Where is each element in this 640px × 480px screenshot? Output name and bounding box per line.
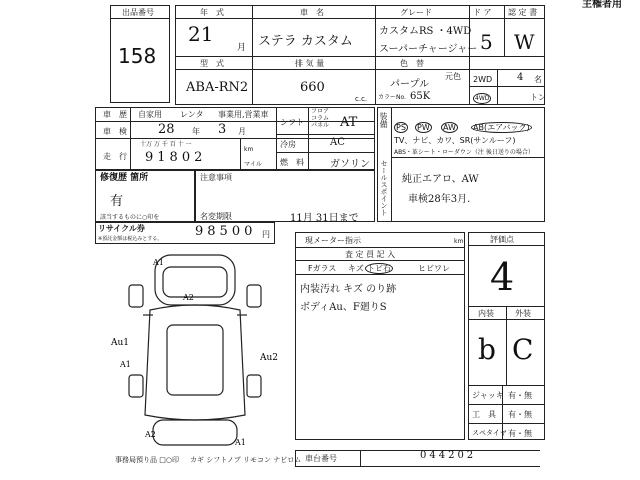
notes-date: 11月 31日まで	[290, 213, 359, 224]
fuel-value: ガソリン	[330, 159, 370, 170]
tools-value: 有・無	[508, 410, 532, 419]
mile-label: マイル	[244, 161, 262, 168]
usage-business: 事業用,営業車	[218, 110, 269, 119]
usage-rental: レンタ	[180, 110, 204, 119]
condition-comment-2: ボディAu、F廻りS	[300, 302, 387, 313]
interior-label: 内装	[478, 309, 494, 318]
grade-label: グレード	[400, 8, 432, 17]
inspector-label: 査 定 員 記 入	[345, 250, 396, 259]
mileage-label: 走 行	[103, 152, 127, 161]
chassis-label: 車台番号	[305, 454, 337, 463]
circle-note: 該当するものに○印を	[100, 214, 160, 221]
mark-a1-bottom: A1	[235, 438, 246, 447]
cc-unit: c.c.	[355, 95, 368, 103]
lot-label: 出品番号	[122, 8, 154, 17]
equip-line-3: ABS・革シート・ローダウン（注 後日送りの場合）	[394, 149, 534, 156]
mark-a1-left: A1	[120, 360, 131, 369]
color-code: 65K	[410, 91, 431, 102]
equipment-label: 装備	[379, 112, 388, 128]
shift-options: フロア コラム パネル	[311, 108, 330, 129]
equipment-label-2: セールスポイント	[380, 160, 388, 216]
spare-label: スペタイヤ	[472, 429, 507, 437]
jack-label: ジャッキ	[472, 391, 504, 400]
model-label: 型 式	[200, 59, 224, 68]
evaluation-score: 4	[490, 255, 515, 299]
cert-value: W	[514, 30, 535, 54]
repair-label: 修復歴 箇所	[100, 173, 149, 183]
header-right-title: 主権者用	[582, 0, 622, 10]
grade-line-1: カスタムRS ・4WD	[379, 26, 472, 37]
inspection-label: 車 検	[103, 127, 127, 136]
seats-label: 2WD	[473, 75, 493, 84]
usage-label: 車 歴	[103, 110, 127, 119]
meter-label: 現メーター指示	[305, 236, 361, 245]
displacement-label: 排 気 量	[295, 59, 325, 68]
glass-label: Fガラス	[308, 264, 337, 273]
equip-line-2: TV、ナビ、カワ、SR(サンルーフ)	[394, 136, 516, 145]
year-value: 21	[188, 22, 214, 46]
color-label: 色 替	[400, 59, 424, 68]
spare-value: 有・無	[508, 429, 532, 438]
door-value: 5	[480, 30, 493, 54]
mark-au2: Au2	[260, 353, 279, 363]
tools-label: 工 具	[472, 410, 496, 419]
sales-point-2: 車検28年3月.	[408, 194, 471, 205]
recycle-note: ※預託金額は税込みとする。	[98, 236, 163, 242]
year-label: 年 式	[200, 8, 224, 17]
condition-comment-1: 内装汚れ キズ のり跡	[300, 284, 397, 295]
mark-au1: Au1	[111, 338, 130, 348]
mileage-value: 91802	[145, 150, 207, 165]
notes-label-2: 名変期限	[200, 212, 232, 221]
ac-label: 冷房	[280, 140, 296, 149]
color-code-prefix: カラーNo.	[378, 94, 406, 101]
glass-opt-1: キズ	[348, 264, 364, 273]
notes-label: 注意事項	[200, 173, 232, 182]
jack-value: 有・無	[508, 391, 532, 400]
shift-value: AT	[340, 115, 358, 130]
mileage-units: 十万 万 千 百 十 一	[140, 141, 192, 148]
inspection-year-unit: 年	[192, 127, 200, 136]
grade-line-2: スーパーチャージャー	[379, 44, 478, 55]
equip-ps: PS	[396, 123, 406, 132]
interior-grade: b	[478, 333, 496, 366]
car-name-value: ステラ カスタム	[258, 34, 353, 49]
usage-private: 自家用	[138, 110, 162, 119]
glass-selected: トビ石	[367, 264, 391, 273]
exterior-label: 外装	[515, 309, 531, 318]
evaluation-label: 評価点	[490, 235, 514, 244]
ac-value: AC	[330, 137, 345, 148]
mark-a1-top: A1	[153, 258, 164, 267]
seats-value: 4	[517, 72, 524, 83]
model-code: ABA-RN2	[186, 80, 249, 95]
color-value: パープル	[390, 79, 430, 90]
chassis-number: 044202	[420, 450, 477, 461]
equip-aw: AW	[443, 123, 456, 132]
recycle-label: リサイクル券	[98, 224, 145, 233]
keys-label: 事務局預り品 □○印	[115, 456, 179, 464]
recycle-value: 98500	[195, 224, 257, 239]
equip-pw: PW	[417, 123, 430, 132]
displacement-value: 660	[300, 80, 325, 95]
fuel-label: 燃 料	[280, 158, 304, 167]
origin-color-label: 元色	[445, 72, 461, 81]
inspection-year: 28	[158, 122, 175, 137]
keys-items: カギ シフトノブ リモコン ナビロム	[190, 456, 302, 464]
yen-unit: 円	[262, 230, 270, 239]
cert-label: 認 定 書	[508, 8, 538, 17]
sales-point-1: 純正エアロ、AW	[402, 174, 479, 185]
load-label: 4WD	[475, 95, 490, 102]
lot-number: 158	[118, 44, 157, 68]
car-name-label: 車 名	[300, 8, 324, 17]
glass-opt-3: ヒビワレ	[418, 264, 450, 273]
month-unit: 月	[237, 43, 247, 53]
inspection-month: 3	[218, 122, 227, 137]
exterior-grade: C	[512, 333, 534, 366]
repair-value: 有	[110, 194, 124, 209]
meter-km-label: km	[454, 238, 464, 245]
inspection-month-unit: 月	[238, 127, 246, 136]
shift-label: シフト	[280, 118, 304, 127]
mark-a2-bottom: A2	[145, 430, 156, 439]
mark-a2-top: A2	[183, 293, 194, 302]
load-unit: トン	[530, 93, 546, 102]
equip-ab: AB(エアバック)	[473, 123, 530, 132]
door-label: ド ア	[473, 8, 492, 17]
car-diagram	[111, 245, 279, 455]
seats-unit: 名	[534, 75, 542, 84]
km-label: km	[244, 146, 254, 153]
